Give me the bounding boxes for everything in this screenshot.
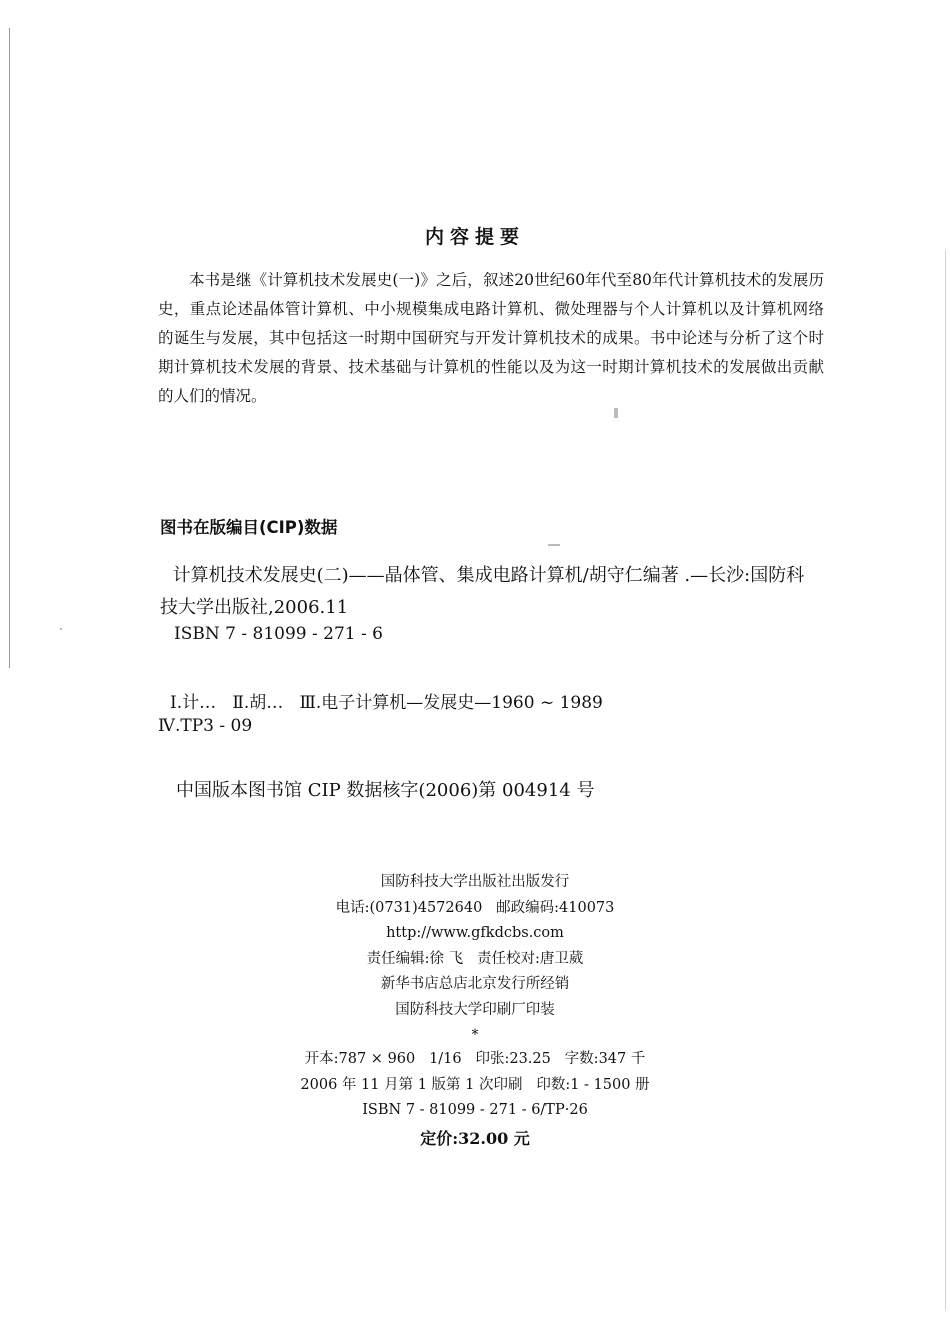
cip-heading: 图书在版编目(CIP)数据 bbox=[160, 518, 338, 537]
colophon bbox=[0, 870, 950, 1151]
colophon-edition: 2006 年 11 月第 1 版第 1 次印刷 印数:1 - 1500 册 bbox=[300, 1076, 650, 1093]
colophon-website: http://www.gfkdcbs.com bbox=[386, 925, 564, 941]
scan-edge-right bbox=[945, 250, 946, 1310]
colophon-publisher: 国防科技大学出版社出版发行 bbox=[380, 874, 570, 890]
scan-speck bbox=[60, 628, 62, 630]
colophon-format: 开本:787 × 960 1/16 印张:23.25 字数:347 千 bbox=[304, 1051, 646, 1067]
scan-edge-line bbox=[9, 28, 10, 668]
colophon-editors: 责任编辑:徐 飞 责任校对:唐卫葳 bbox=[366, 950, 584, 967]
abstract-body: 本书是继《计算机技术发展史(一)》之后，叙述20世纪60年代至80年代计算机技术的发展历史，重点论述晶体管计算机、中小规模集成电路计算机、微处理器与个人计算机以及计算机网络的诞生与发展，其中包括这一时期中国研究与开发计算机技术的成果。书中论述与分析了这个时期计算机技术发展的背景、技术基础与计算机的性能以及为这一时期计算机技术的发展做出贡献的人们的情况。 bbox=[158, 271, 824, 405]
cip-entry: 计算机技术发展史(二)——晶体管、集成电路计算机/胡守仁编著 .—长沙:国防科技大学出版社,2006.11 bbox=[160, 565, 805, 618]
abstract-title: 内容提要 bbox=[424, 226, 525, 248]
colophon-printer: 国防科技大学印刷厂印装 bbox=[395, 1001, 555, 1018]
scan-speck bbox=[548, 544, 560, 546]
colophon-price: 定价:32.00 元 bbox=[420, 1128, 530, 1148]
cip-record-number: 中国版本图书馆 CIP 数据核字(2006)第 004914 号 bbox=[176, 780, 595, 801]
colophon-isbn: ISBN 7 - 81099 - 271 - 6/TP·26 bbox=[362, 1102, 588, 1118]
colophon-separator: * bbox=[471, 1027, 479, 1043]
colophon-distributor: 新华书店总店北京发行所经销 bbox=[380, 976, 570, 992]
cip-classification-line-2: Ⅳ.TP3 - 09 bbox=[158, 716, 253, 736]
cip-classification-line-1: Ⅰ.计… Ⅱ.胡… Ⅲ.电子计算机—发展史—1960 ~ 1989 bbox=[170, 693, 603, 713]
cip-isbn: ISBN 7 - 81099 - 271 - 6 bbox=[174, 624, 383, 644]
colophon-contact: 电话:(0731)4572640 邮政编码:410073 bbox=[335, 899, 615, 916]
